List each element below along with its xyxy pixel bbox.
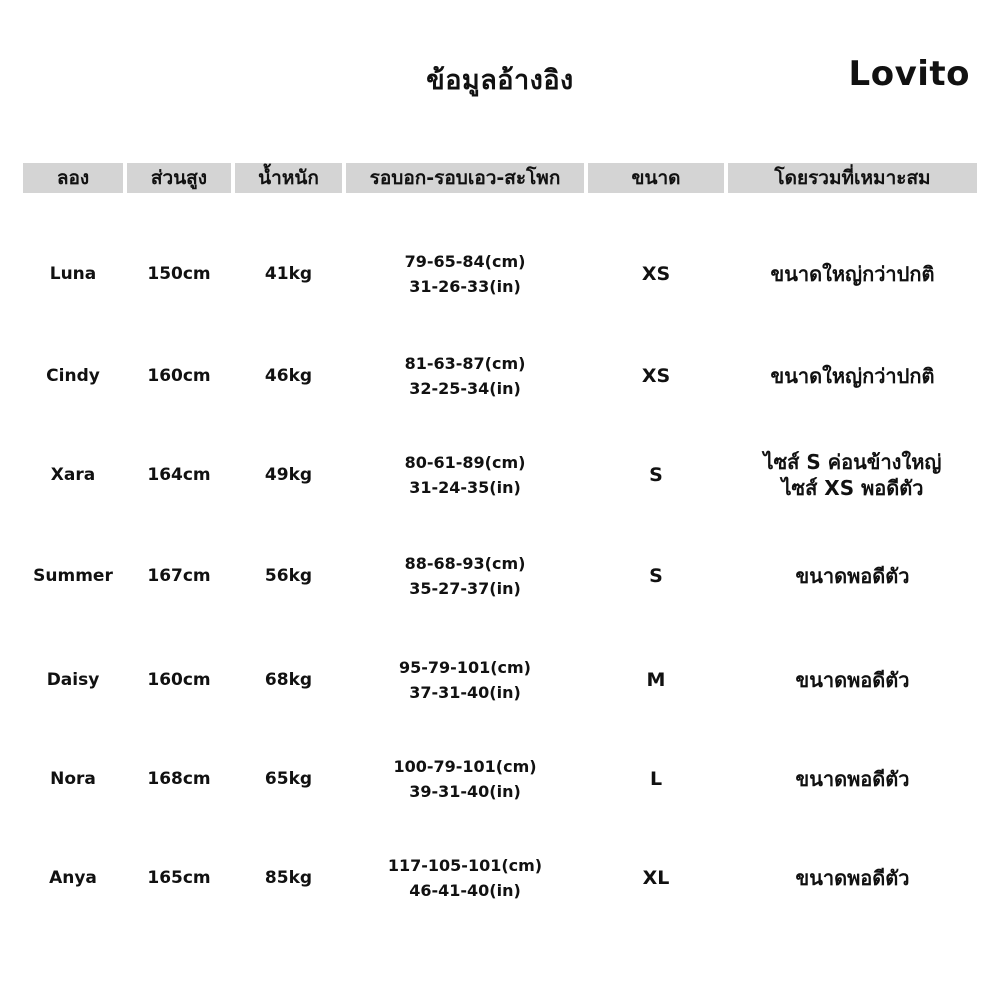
measurements-cm: 80-61-89(cm) <box>404 453 526 472</box>
table-row <box>0 751 1000 807</box>
fit-text: ขนาดใหญ่กว่าปกติ <box>770 262 935 286</box>
model-name-cell: Summer <box>33 565 113 586</box>
fit-cell <box>728 548 977 604</box>
fit-text: ไซส์ S ค่อนข้างใหญ่ <box>763 450 942 474</box>
table-row <box>0 246 1000 302</box>
measurements-in: 31-24-35(in) <box>409 478 521 497</box>
column-header-measurements: รอบอก-รอบเอว-สะโพก <box>346 163 584 193</box>
column-header-model: ลอง <box>23 163 123 193</box>
fit-cell <box>728 447 977 503</box>
height-cell: 160cm <box>147 669 211 690</box>
fit-text: ขนาดพอดีตัว <box>795 564 910 588</box>
table-row <box>0 447 1000 503</box>
measurements-cm: 81-63-87(cm) <box>404 354 526 373</box>
fit-text: ขนาดพอดีตัว <box>795 866 910 890</box>
measurements-in: 35-27-37(in) <box>409 579 521 598</box>
measurements-in: 32-25-34(in) <box>409 379 521 398</box>
brand-logo: Lovito <box>848 54 970 94</box>
height-cell: 165cm <box>147 867 211 888</box>
measurements-cell <box>346 751 584 807</box>
table-row <box>0 652 1000 708</box>
measurements-cell <box>346 652 584 708</box>
measurements-cm: 79-65-84(cm) <box>404 252 526 271</box>
measurements-cell <box>346 548 584 604</box>
fit-cell <box>728 751 977 807</box>
model-name-cell: Anya <box>49 867 97 888</box>
weight-cell: 46kg <box>264 365 313 386</box>
size-cell: XS <box>641 262 671 285</box>
model-name-cell: Luna <box>49 263 97 284</box>
measurements-cm: 95-79-101(cm) <box>399 658 531 677</box>
measurements-cell <box>346 348 584 404</box>
measurements-in: 39-31-40(in) <box>409 782 521 801</box>
model-name-cell: Cindy <box>46 365 100 386</box>
size-cell: XS <box>641 364 671 387</box>
page-title: ข้อมูลอ้างอิง <box>426 65 574 96</box>
table-row <box>0 548 1000 604</box>
measurements-in: 37-31-40(in) <box>409 683 521 702</box>
column-header-fit: โดยรวมที่เหมาะสม <box>728 163 977 193</box>
model-name-cell: Daisy <box>46 669 100 690</box>
column-header-height: ส่วนสูง <box>127 163 231 193</box>
weight-cell: 65kg <box>264 768 313 789</box>
measurements-cm: 100-79-101(cm) <box>393 757 537 776</box>
weight-cell: 85kg <box>264 867 313 888</box>
height-cell: 160cm <box>147 365 211 386</box>
weight-cell: 56kg <box>264 565 313 586</box>
size-cell: S <box>649 463 663 486</box>
column-header-size: ขนาด <box>588 163 724 193</box>
table-row <box>0 348 1000 404</box>
model-name-cell: Xara <box>50 464 96 485</box>
fit-cell <box>728 246 977 302</box>
measurements-in: 31-26-33(in) <box>409 277 521 296</box>
weight-cell: 49kg <box>264 464 313 485</box>
measurements-cell <box>346 850 584 906</box>
column-header-weight: น้ำหนัก <box>235 163 342 193</box>
measurements-cell <box>346 246 584 302</box>
weight-cell: 68kg <box>264 669 313 690</box>
fit-text: ขนาดพอดีตัว <box>795 668 910 692</box>
size-cell: L <box>649 767 663 790</box>
fit-text-secondary: ไซส์ XS พอดีตัว <box>781 476 924 500</box>
fit-cell <box>728 348 977 404</box>
size-cell: S <box>649 564 663 587</box>
table-header <box>0 163 1000 193</box>
height-cell: 168cm <box>147 768 211 789</box>
measurements-cell <box>346 447 584 503</box>
fit-text: ขนาดใหญ่กว่าปกติ <box>770 364 935 388</box>
size-cell: XL <box>642 866 670 889</box>
fit-cell <box>728 850 977 906</box>
model-name-cell: Nora <box>50 768 96 789</box>
fit-text: ขนาดพอดีตัว <box>795 767 910 791</box>
table-row <box>0 850 1000 906</box>
height-cell: 164cm <box>147 464 211 485</box>
fit-cell <box>728 652 977 708</box>
measurements-in: 46-41-40(in) <box>409 881 521 900</box>
measurements-cm: 88-68-93(cm) <box>404 554 526 573</box>
weight-cell: 41kg <box>264 263 313 284</box>
height-cell: 150cm <box>147 263 211 284</box>
size-cell: M <box>646 668 666 691</box>
height-cell: 167cm <box>147 565 211 586</box>
measurements-cm: 117-105-101(cm) <box>387 856 543 875</box>
